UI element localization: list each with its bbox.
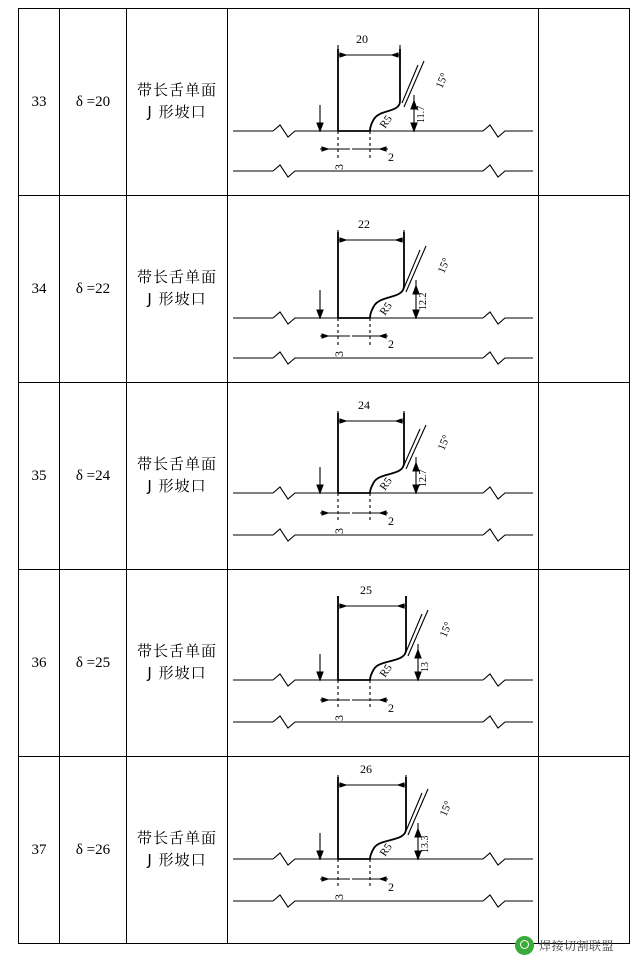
description-text: 带长舌单面 J 形坡口 bbox=[136, 81, 217, 121]
top-dimension-label: 22 bbox=[358, 217, 370, 231]
thickness-value: δ =26 bbox=[75, 842, 111, 858]
depth-label: 13 bbox=[420, 662, 431, 672]
thickness-cell bbox=[60, 570, 127, 757]
row-number: 37 bbox=[31, 842, 47, 858]
groove-diagram bbox=[228, 383, 538, 569]
top-dimension-label: 25 bbox=[360, 583, 372, 597]
empty-cell bbox=[539, 757, 630, 944]
thickness-value: δ =25 bbox=[75, 655, 111, 671]
row-number-cell bbox=[19, 383, 60, 570]
table-body bbox=[19, 9, 630, 944]
row-number: 36 bbox=[31, 655, 47, 671]
table-row bbox=[19, 570, 630, 757]
radius-label: R5 bbox=[377, 662, 395, 680]
watermark bbox=[515, 936, 614, 955]
table-row bbox=[19, 9, 630, 196]
depth-label: 13.3 bbox=[420, 835, 431, 853]
description-cell bbox=[127, 9, 228, 196]
description-text: 带长舌单面 J 形坡口 bbox=[136, 642, 217, 682]
root-face-label: 2 bbox=[388, 514, 394, 528]
root-face-label: 2 bbox=[388, 880, 394, 894]
thickness-cell bbox=[60, 9, 127, 196]
empty-cell bbox=[539, 9, 630, 196]
groove-diagram bbox=[228, 9, 538, 195]
table-row bbox=[19, 383, 630, 570]
top-dimension-label: 26 bbox=[360, 762, 372, 776]
description-text: 带长舌单面 J 形坡口 bbox=[136, 268, 217, 308]
angle-label: 15° bbox=[435, 433, 453, 453]
figure-cell bbox=[228, 196, 539, 383]
description-text: 带长舌单面 J 形坡口 bbox=[136, 455, 217, 495]
logo-icon bbox=[515, 936, 534, 955]
root-face-label: 2 bbox=[388, 150, 394, 164]
angle-label: 15° bbox=[435, 256, 453, 276]
root-gap-label: 3 bbox=[332, 715, 346, 721]
angle-label: 15° bbox=[437, 620, 455, 640]
root-gap-label: 3 bbox=[332, 351, 346, 357]
radius-label: R5 bbox=[377, 841, 395, 859]
row-number: 34 bbox=[31, 281, 47, 297]
radius-label: R5 bbox=[377, 113, 395, 131]
document-page bbox=[0, 8, 640, 969]
root-gap-label: 3 bbox=[332, 528, 346, 534]
row-number-cell bbox=[19, 196, 60, 383]
root-gap-label: 3 bbox=[332, 164, 346, 170]
row-number-cell bbox=[19, 9, 60, 196]
thickness-value: δ =20 bbox=[75, 94, 111, 110]
thickness-value: δ =24 bbox=[75, 468, 111, 484]
thickness-cell bbox=[60, 383, 127, 570]
empty-cell bbox=[539, 383, 630, 570]
table-row bbox=[19, 196, 630, 383]
figure-cell bbox=[228, 383, 539, 570]
description-text: 带长舌单面 J 形坡口 bbox=[136, 829, 217, 869]
depth-label: 11.7 bbox=[416, 105, 427, 123]
figure-cell bbox=[228, 570, 539, 757]
angle-label: 15° bbox=[437, 799, 455, 819]
groove-diagram bbox=[228, 757, 538, 943]
top-dimension-label: 24 bbox=[358, 398, 370, 412]
depth-label: 12.2 bbox=[418, 292, 429, 310]
root-face-label: 2 bbox=[388, 337, 394, 351]
top-dimension-label: 20 bbox=[356, 32, 368, 46]
table-row bbox=[19, 757, 630, 944]
row-number: 35 bbox=[31, 468, 47, 484]
angle-label: 15° bbox=[433, 71, 451, 91]
depth-label: 12.7 bbox=[418, 469, 429, 487]
thickness-value: δ =22 bbox=[75, 281, 111, 297]
description-cell bbox=[127, 757, 228, 944]
figure-cell bbox=[228, 9, 539, 196]
description-cell bbox=[127, 196, 228, 383]
watermark-label: 焊接切割联盟 bbox=[538, 939, 614, 953]
root-face-label: 2 bbox=[388, 701, 394, 715]
empty-cell bbox=[539, 570, 630, 757]
row-number-cell bbox=[19, 570, 60, 757]
groove-diagram bbox=[228, 570, 538, 756]
row-number: 33 bbox=[31, 94, 47, 110]
spec-table bbox=[18, 8, 630, 944]
root-gap-label: 3 bbox=[332, 894, 346, 900]
thickness-cell bbox=[60, 196, 127, 383]
radius-label: R5 bbox=[377, 300, 395, 318]
thickness-cell bbox=[60, 757, 127, 944]
figure-cell bbox=[228, 757, 539, 944]
description-cell bbox=[127, 570, 228, 757]
row-number-cell bbox=[19, 757, 60, 944]
radius-label: R5 bbox=[377, 475, 395, 493]
groove-diagram bbox=[228, 196, 538, 382]
empty-cell bbox=[539, 196, 630, 383]
description-cell bbox=[127, 383, 228, 570]
